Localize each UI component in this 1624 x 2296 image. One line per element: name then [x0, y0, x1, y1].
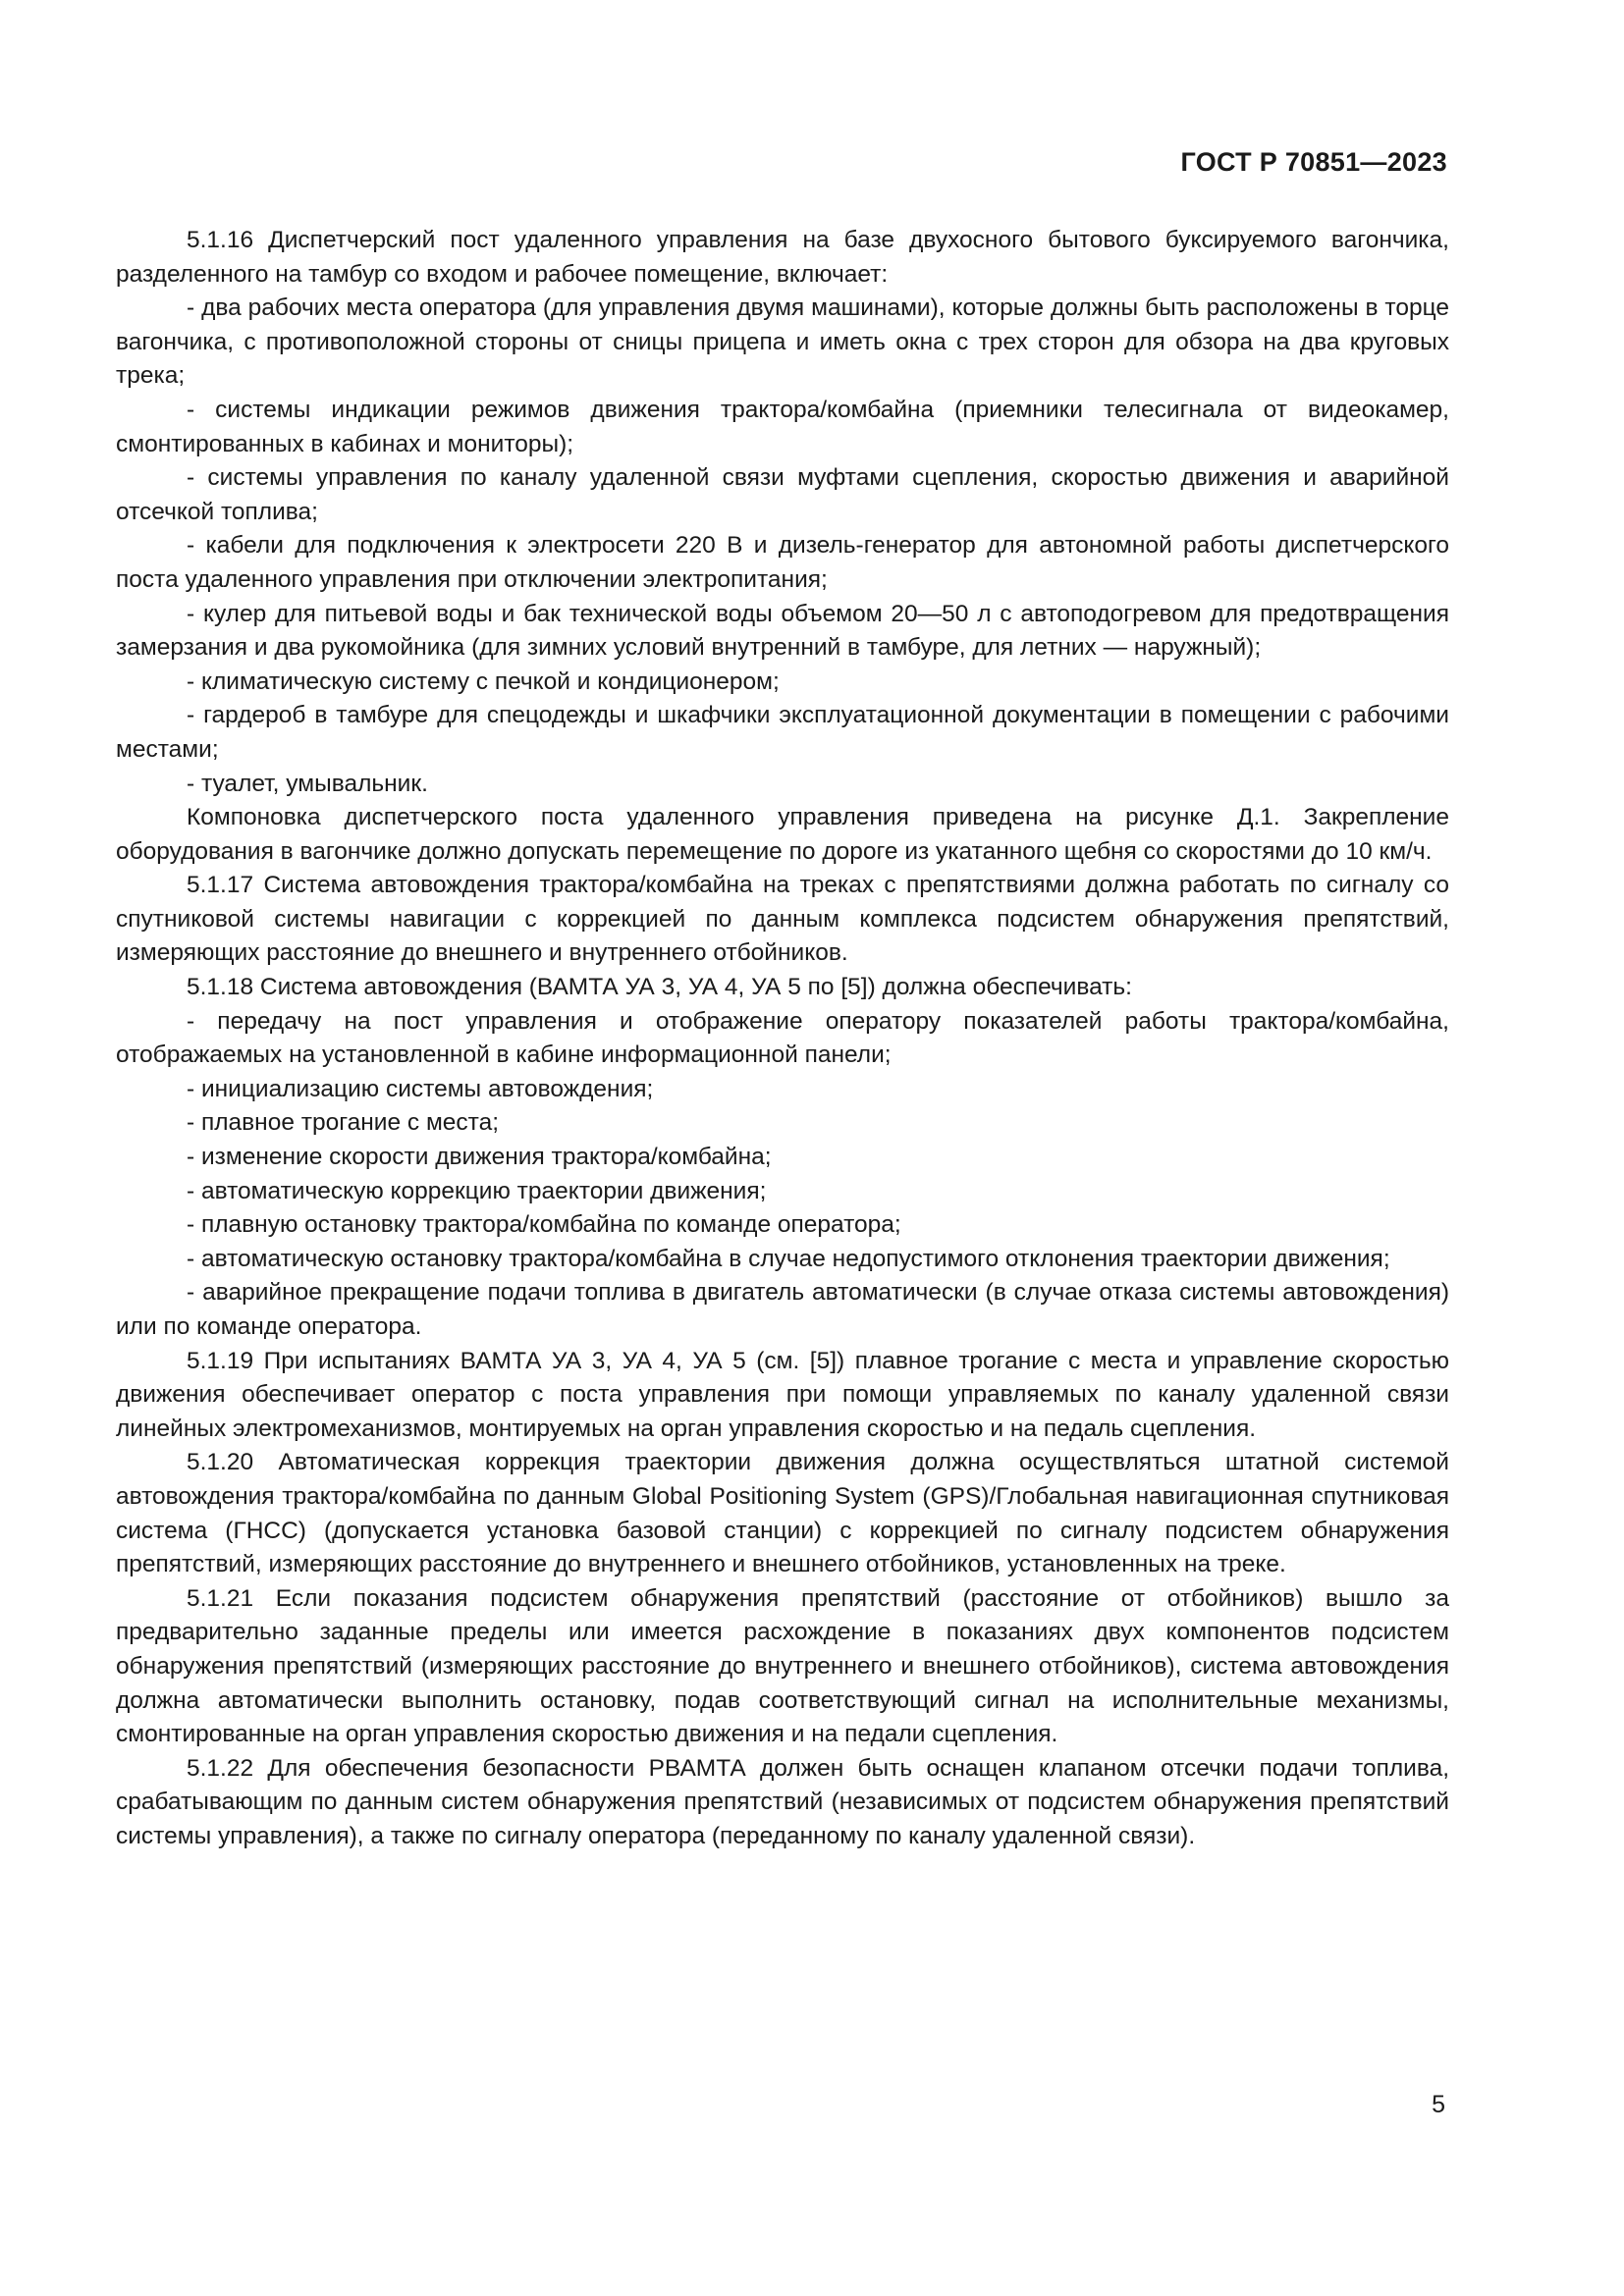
paragraph: - системы управления по каналу удаленной связи муфтами сцепления, скоростью движения и аварийной отсечкой топлива; [116, 464, 1449, 525]
paragraph: - плавное трогание с места; [187, 1109, 500, 1137]
paragraph: 5.1.18 Система автовождения (ВАМТА УА 3, УА 4, УА 5 по [5]) должна обеспечивать: [187, 974, 1132, 1001]
paragraph: - передачу на пост управления и отображение оператору показателей работы трактора/комбайна, отображаемых на установленной в кабине информационной панели; [116, 1007, 1449, 1069]
paragraph: - автоматическую остановку трактора/комбайна в случае недопустимого отклонения траектории движения; [187, 1245, 1390, 1272]
document-code-header: ГОСТ Р 70851—2023 [1180, 147, 1447, 177]
paragraph: - туалет, умывальник. [187, 770, 428, 797]
paragraph: - гардероб в тамбуре для спецодежды и шкафчики эксплуатационной документации в помещении с рабочими местами; [116, 702, 1449, 763]
paragraph: - инициализацию системы автовождения; [187, 1075, 654, 1102]
paragraph: 5.1.19 При испытаниях ВАМТА УА 3, УА 4, УА 5 (см. [5]) плавное трогание с места и управление скоростью движения обеспечивает оператор с поста управления при помощи управляемых по каналу удаленной связи линейных электромеханизмов, монтируемых на орган управления скоростью и на педаль сцепления. [116, 1347, 1449, 1442]
paragraph: - автоматическую коррекцию траектории движения; [187, 1177, 767, 1204]
paragraph: - аварийное прекращение подачи топлива в двигатель автоматически (в случае отказа системы автовождения) или по команде оператора. [116, 1279, 1449, 1340]
paragraph: 5.1.17 Система автовождения трактора/комбайна на треках с препятствиями должна работать по сигналу со спутниковой системы навигации с коррекцией по данным комплекса подсистем обнаружения препятствий, измеряющих расстояние до внешнего и внутреннего отбойников. [116, 872, 1449, 967]
paragraph: - плавную остановку трактора/комбайна по команде оператора; [187, 1211, 901, 1239]
paragraph: - два рабочих места оператора (для управления двумя машинами), которые должны быть расположены в торце вагончика, с противоположной стороны от сницы прицепа и иметь окна с трех сторон для обзора на два круговых трека; [116, 294, 1449, 390]
paragraph: 5.1.21 Если показания подсистем обнаружения препятствий (расстояние от отбойников) вышло за предварительно заданные пределы или имеется расхождение в показаниях двух компонентов подсистем обнаружения препятствий (измеряющих расстояние до внутреннего и внешнего отбойников), система автовождения должна автоматически выполнить остановку, подав соответствующий сигнал на исполнительные механизмы, смонтированные на орган управления скоростью движения и на педали сцепления. [116, 1584, 1449, 1748]
paragraph: - изменение скорости движения трактора/комбайна; [187, 1144, 772, 1171]
paragraph: - климатическую систему с печкой и кондиционером; [187, 667, 780, 695]
paragraph: - системы индикации режимов движения трактора/комбайна (приемники телесигнала от видеокамер, смонтированных в кабинах и мониторы); [116, 396, 1449, 457]
page-number: 5 [1432, 2091, 1445, 2118]
paragraph: 5.1.22 Для обеспечения безопасности РВАМТА должен быть оснащен клапаном отсечки подачи топлива, срабатывающим по данным систем обнаружения препятствий (независимых от подсистем обнаружения препятствий системы управления), а также по сигналу оператора (переданному по каналу удаленной связи). [116, 1754, 1449, 1849]
paragraph: Компоновка диспетчерского поста удаленного управления приведена на рисунке Д.1. Закрепление оборудования в вагончике должно допускать перемещение по дороге из укатанного щебня со скоростями до 10 км/ч. [116, 804, 1449, 865]
paragraph: 5.1.20 Автоматическая коррекция траектории движения должна осуществляться штатной системой автовождения трактора/комбайна по данным Global Positioning System (GPS)/Глобальная навигационная спутниковая система (ГНСС) (допускается установка базовой станции) с коррекцией по сигналу подсистем обнаружения препятствий, измеряющих расстояние до внутреннего и внешнего отбойников, установленных на треке. [116, 1449, 1449, 1578]
paragraph: - кабели для подключения к электросети 220 В и дизель-генератор для автономной работы диспетчерского поста удаленного управления при отключении электропитания; [116, 532, 1449, 593]
paragraph: 5.1.16 Диспетчерский пост удаленного управления на базе двухосного бытового буксируемого вагончика, разделенного на тамбур со входом и рабочее помещение, включает: [116, 227, 1449, 288]
document-body [116, 224, 1449, 1854]
paragraph: - кулер для питьевой воды и бак технической воды объемом 20—50 л с автоподогревом для предотвращения замерзания и два рукомойника (для зимних условий внутренний в тамбуре, для летних — наружный); [116, 600, 1449, 662]
